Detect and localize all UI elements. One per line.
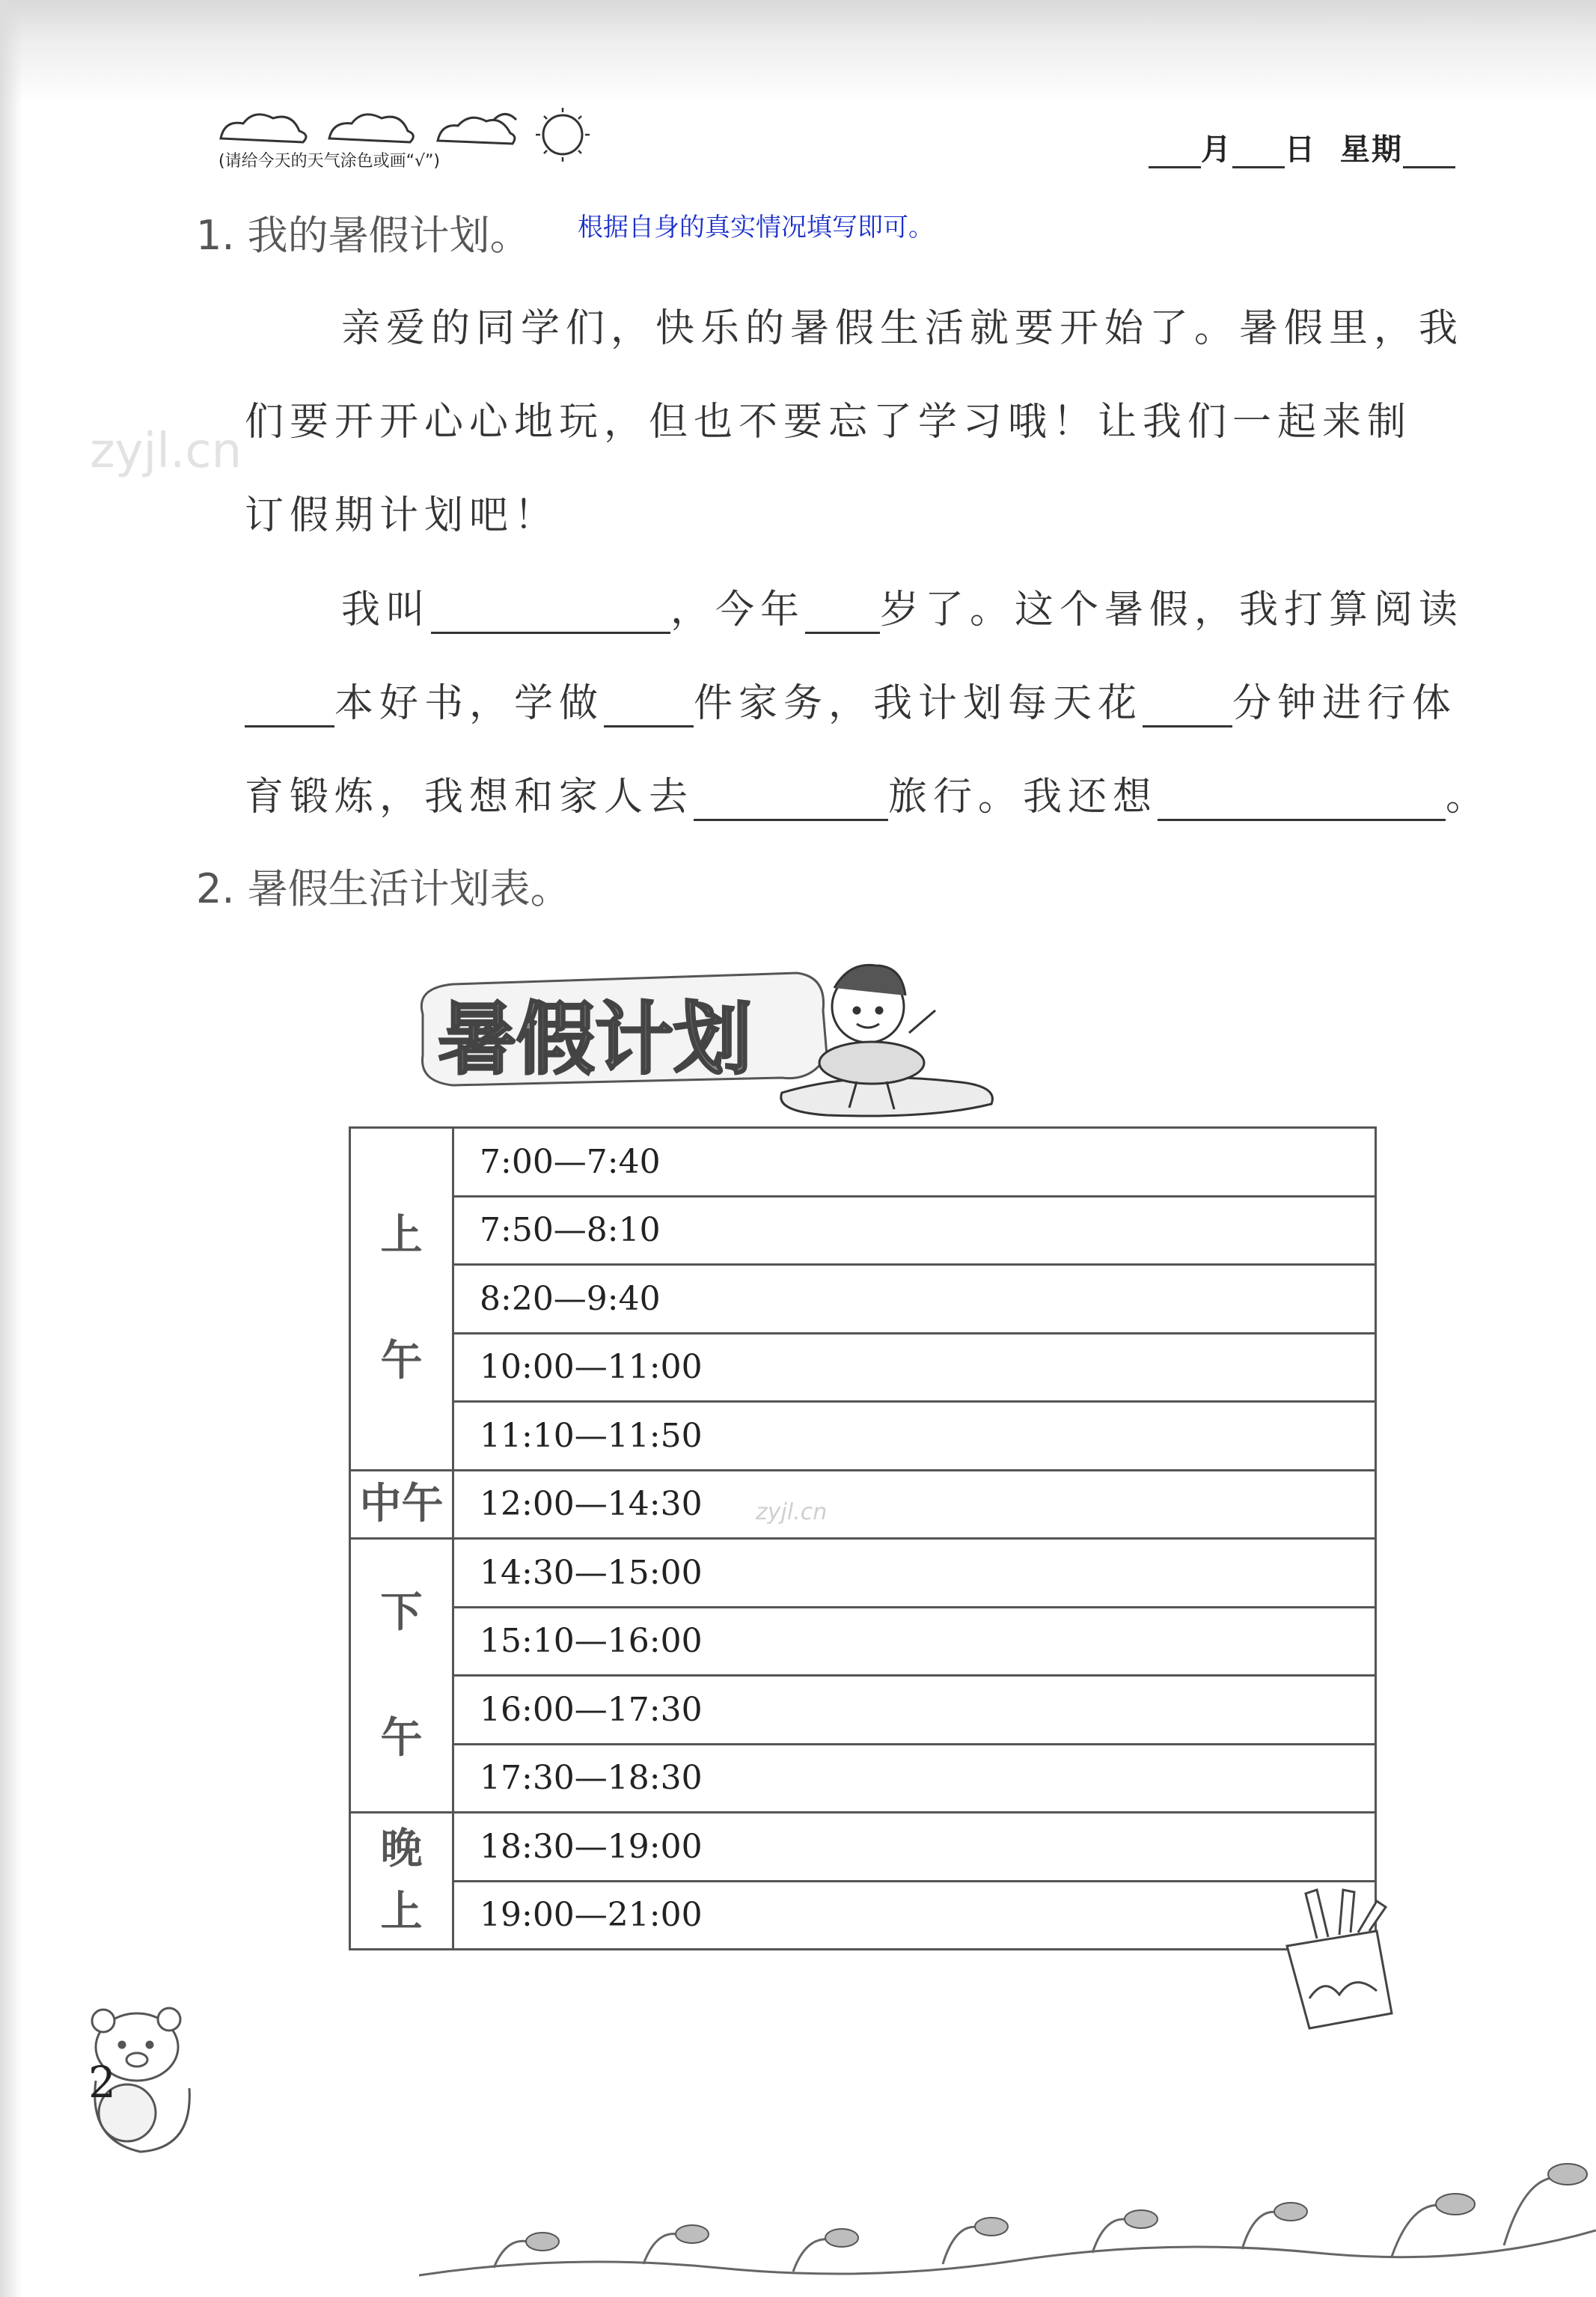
schedule-row <box>350 1470 1376 1539</box>
q1-line-1: 亲爱的同学们，快乐的暑假生活就要开始了。暑假里，我 <box>341 306 1464 351</box>
q1-line-4 <box>341 578 1464 634</box>
weather-caption: (请给今天的天气涂色或画“√”) <box>218 152 440 171</box>
q1-line-6 <box>245 765 1490 821</box>
time-slot-cell[interactable]: 8:20—9:40 <box>453 1265 1376 1334</box>
schedule-row <box>350 1607 1376 1676</box>
minutes-prompt: 件家务，我计划每天花 <box>694 681 1143 726</box>
schedule-row <box>350 1539 1376 1608</box>
time-slot-cell[interactable]: 11:10—11:50 <box>453 1402 1376 1471</box>
travel-prompt: 育锻炼，我想和家人去 <box>245 775 694 820</box>
period-label: 下 午 <box>350 1539 453 1813</box>
time-slot-cell[interactable]: 7:00—7:40 <box>453 1128 1376 1197</box>
watermark-small: zyjl.cn <box>756 1499 828 1525</box>
age-prompt: ，今年 <box>670 588 806 632</box>
end-mark: 。 <box>1446 775 1491 820</box>
left-shade <box>0 0 22 2297</box>
time-slot-cell[interactable]: 10:00—11:00 <box>453 1333 1376 1402</box>
time-slot-cell[interactable]: 15:10—16:00 <box>453 1607 1376 1676</box>
month-label: 月 <box>1201 132 1232 167</box>
period-label: 晚 上 <box>350 1813 453 1950</box>
top-shade <box>0 0 1596 105</box>
name-blank[interactable] <box>431 593 670 634</box>
week-label: 星期 <box>1339 132 1403 167</box>
time-slot-cell[interactable]: 17:30—18:30 <box>453 1744 1376 1813</box>
time-slot-cell[interactable]: 18:30—19:00 <box>453 1813 1376 1882</box>
read-prompt: 岁了。这个暑假，我打算阅读 <box>880 588 1464 632</box>
time-slot-cell[interactable]: 16:00—17:30 <box>453 1676 1376 1745</box>
time-slot-cell[interactable]: 12:00—14:30 <box>453 1470 1376 1539</box>
schedule-row <box>350 1881 1376 1950</box>
minutes-blank[interactable] <box>1143 686 1232 727</box>
schedule-row <box>350 1128 1376 1197</box>
time-slot-cell[interactable]: 7:50—8:10 <box>453 1196 1376 1265</box>
q1-answer-note: 根据自身的真实情况填写即可。 <box>578 213 934 242</box>
exercise-prompt: 分钟进行体 <box>1232 681 1458 726</box>
banner-title: 暑假计划 <box>438 994 753 1085</box>
chores-prompt: 本好书，学做 <box>334 681 605 726</box>
chores-blank[interactable] <box>604 686 694 727</box>
name-prompt: 我叫 <box>341 588 432 632</box>
travel-blank[interactable] <box>694 780 888 821</box>
month-blank[interactable] <box>1149 166 1201 168</box>
age-blank[interactable] <box>805 593 880 634</box>
wish-prompt: 旅行。我还想 <box>888 775 1158 820</box>
date-line <box>1149 126 1455 168</box>
wish-blank[interactable] <box>1158 780 1446 821</box>
watermark: zyjl.cn <box>90 424 242 479</box>
q1-line-2: 们要开开心心地玩，但也不要忘了学习哦！让我们一起来制 <box>245 400 1413 445</box>
schedule-row <box>350 1744 1376 1813</box>
day-blank[interactable] <box>1232 166 1285 168</box>
period-label: 上 午 <box>350 1128 453 1471</box>
books-blank[interactable] <box>245 686 334 727</box>
cloud-sun-icon[interactable] <box>438 115 516 144</box>
summer-plan-banner <box>408 943 1014 1123</box>
q1-title: 1. 我的暑假计划。 <box>196 212 531 259</box>
q1-line-5 <box>245 671 1457 727</box>
summer-schedule-table <box>349 1126 1377 1950</box>
cloud-icon[interactable] <box>329 115 413 142</box>
period-label: 中午 <box>350 1470 453 1539</box>
vine-decoration <box>419 2081 1596 2297</box>
time-slot-cell[interactable]: 19:00—21:00 <box>453 1881 1376 1950</box>
cloud-icon[interactable] <box>221 115 306 142</box>
q1-line-3: 订假期计划吧！ <box>245 493 560 538</box>
schedule-row <box>350 1196 1376 1265</box>
page-number: 2 <box>88 2057 116 2108</box>
q2-title: 2. 暑假生活计划表。 <box>196 865 571 912</box>
schedule-row <box>350 1402 1376 1471</box>
schedule-row <box>350 1813 1376 1882</box>
schedule-row <box>350 1333 1376 1402</box>
week-blank[interactable] <box>1403 166 1455 168</box>
sun-icon[interactable] <box>536 108 590 162</box>
time-slot-cell[interactable]: 14:30—15:00 <box>453 1539 1376 1608</box>
schedule-row <box>350 1265 1376 1334</box>
pencil-cup-illustration <box>1265 1886 1414 2036</box>
weather-icons <box>217 105 606 187</box>
schedule-row <box>350 1676 1376 1745</box>
day-label: 日 <box>1285 132 1316 167</box>
